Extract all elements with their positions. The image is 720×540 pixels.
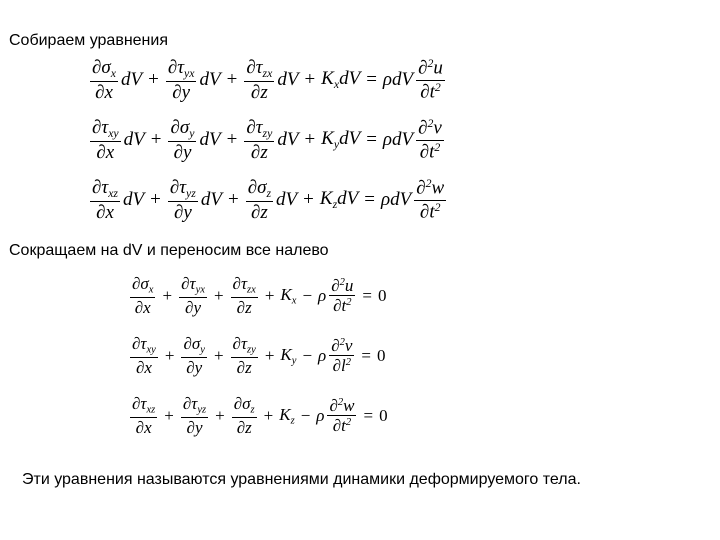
fraction: $\frac{\partial\tau_{yx}}{\partial y}$ (167, 57, 195, 103)
fraction: $\frac{\partial\tau_{xy}}{\partial x}$ (132, 334, 156, 377)
fraction: $\frac{\partial\sigma_z}{\partial z}$ (247, 177, 272, 223)
fraction: $\frac{\partial\tau_{zx}}{\partial z}$ (246, 57, 273, 103)
fraction: $\frac{\partial^2u}{\partial t^2}$ (418, 57, 443, 103)
fraction: $\frac{\partial^2u}{\partial t^2}$ (331, 275, 354, 316)
fraction: $\frac{\partial\tau_{yz}}{\partial y}$ (182, 394, 207, 437)
equation-b2: $\frac{\partial\tau_{xy}}{\partial x}$ + $\frac{\partial\sigma_y}{\partial y}$ + $\frac{\partial\tau_{zy}}{\partial z}$ + $K_y$ − ρ $\frac{\partial^2v}{\partial l^2}$ = 0 (132, 334, 386, 377)
fraction: $\frac{\partial\sigma_x}{\partial x}$ (132, 274, 154, 317)
fraction: $\frac{\partial\sigma_y}{\partial y}$ (183, 334, 205, 377)
heading-reduce-dv: Сокращаем на dV и переносим все налево (9, 242, 329, 259)
fraction: $\frac{\partial\tau_{xy}}{\partial x}$ (92, 117, 119, 163)
fraction: $\frac{\partial^2v}{\partial t^2}$ (418, 117, 442, 163)
fraction: $\frac{\partial^2v}{\partial l^2}$ (331, 335, 353, 376)
equation-a2: $\frac{\partial\tau_{xy}}{\partial x}$ dV + $\frac{\partial\sigma_y}{\partial y}$ dV + $\frac{\partial\tau_{zy}}{\partial z}$ dV + $K_ydV$ = ρdV $\frac{\partial^2v}{\partial t^2}$ (92, 117, 442, 163)
fraction: $\frac{\partial\tau_{yx}}{\partial y}$ (181, 274, 205, 317)
fraction: $\frac{\partial\sigma_x}{\partial x}$ (92, 57, 116, 103)
equation-a3: $\frac{\partial\tau_{xz}}{\partial x}$ dV + $\frac{\partial\tau_{yz}}{\partial y}$ dV + $\frac{\partial\sigma_z}{\partial z}$ dV + $K_zdV$ = ρdV $\frac{\partial^2w}{\partial t^2}$ (92, 177, 445, 223)
equation-a1: $\frac{\partial\sigma_x}{\partial x}$ dV + $\frac{\partial\tau_{yx}}{\partial y}$ dV + $\frac{\partial\tau_{zx}}{\partial z}$ dV + $K_xdV$ = ρdV $\frac{\partial^2u}{\partial t^2}$ (92, 57, 443, 103)
fraction: $\frac{\partial\tau_{yz}}{\partial y}$ (169, 177, 196, 223)
equation-b3: $\frac{\partial\tau_{xz}}{\partial x}$ + $\frac{\partial\tau_{yz}}{\partial y}$ + $\frac{\partial\sigma_z}{\partial z}$ + $K_z$ − ρ $\frac{\partial^2w}{\partial t^2}$ = 0 (132, 394, 388, 437)
fraction: $\frac{\partial\sigma_z}{\partial z}$ (233, 394, 255, 437)
fraction: $\frac{\partial\sigma_y}{\partial y}$ (170, 117, 195, 163)
fraction: $\frac{\partial^2w}{\partial t^2}$ (329, 395, 355, 436)
fraction: $\frac{\partial\tau_{zx}}{\partial z}$ (232, 274, 256, 317)
fraction: $\frac{\partial\tau_{xz}}{\partial x}$ (92, 177, 119, 223)
fraction: $\frac{\partial\tau_{xz}}{\partial x}$ (132, 394, 156, 437)
fraction: $\frac{\partial\tau_{zy}}{\partial z}$ (232, 334, 256, 377)
heading-collect-equations: Собираем уравнения (9, 32, 168, 49)
fraction: $\frac{\partial^2w}{\partial t^2}$ (416, 177, 445, 223)
conclusion-text: Эти уравнения называются уравнениями динамики деформируемого тела. (22, 471, 581, 488)
equation-b1: $\frac{\partial\sigma_x}{\partial x}$ + $\frac{\partial\tau_{yx}}{\partial y}$ + $\frac{\partial\tau_{zx}}{\partial z}$ + $K_x$ − ρ $\frac{\partial^2u}{\partial t^2}$ = 0 (132, 274, 387, 317)
fraction: $\frac{\partial\tau_{zy}}{\partial z}$ (246, 117, 273, 163)
